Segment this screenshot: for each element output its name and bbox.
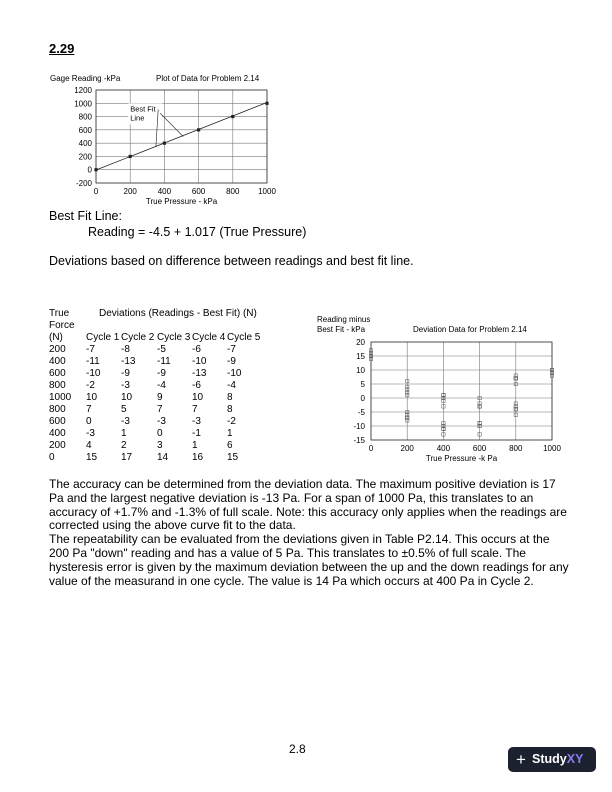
chart-title: Deviation Data for Problem 2.14 [413,325,527,334]
table-cell-deviation: 7 [86,404,92,415]
annotation-text: Best Fit [130,104,156,114]
x-tick-label: 400 [436,444,451,453]
y-tick-label: 800 [78,112,92,122]
data-point [231,115,234,118]
header-unit: (N) [49,332,63,343]
chart-title: Plot of Data for Problem 2.14 [156,74,260,83]
table-cell-force: 600 [49,368,66,379]
conclusion-text [49,478,569,588]
y-tick-label: 200 [78,152,92,162]
y-axis-label: Gage Reading -kPa [50,74,121,83]
table-cell-deviation: 1 [227,428,233,439]
table-cell-deviation: -3 [192,416,201,427]
table-cell-deviation: 15 [227,452,239,463]
table-cell-deviation: 5 [121,404,127,415]
y-tick-label: 20 [356,338,365,347]
x-tick-label: 800 [509,444,523,453]
brand-name-part2: XY [566,752,584,766]
table-cell-deviation: -6 [192,344,201,355]
table-cell-force: 400 [49,428,66,439]
y-tick-label: 0 [87,165,92,175]
x-axis-label: True Pressure -k Pa [425,454,498,463]
problem-number: 2.29 [49,41,75,56]
accuracy-paragraph: The accuracy can be determined from the deviation data. The maximum positive deviation is 17 Pa and the largest negative deviation is -13 Pa. For a span of 1000 Pa, this translates to an accuracy of +1.7% and -1.3% of full scale. Note: this accuracy only applies when the readings are corrected using the above curve fit to the data. [49,477,567,533]
y-tick-label: 0 [360,394,365,403]
table-cell-deviation: 16 [192,452,204,463]
table-cell-deviation: 1 [192,440,198,451]
data-point [163,142,166,145]
table-cell-deviation: 1 [121,428,127,439]
y-tick-label: -10 [353,422,365,431]
best-fit-chart [46,70,296,210]
table-cell-force: 200 [49,344,66,355]
header-true: True [49,308,70,319]
table-cell-deviation: -4 [157,380,166,391]
table-cell-deviation: -10 [86,368,101,379]
y-tick-label: 10 [356,366,365,375]
table-cell-deviation: 7 [192,404,198,415]
y-tick-label: 600 [78,125,92,135]
table-cell-deviation: 10 [192,392,204,403]
x-tick-label: 0 [93,187,99,196]
table-cell-deviation: 0 [157,428,163,439]
plus-icon: + [516,750,526,769]
table-cell-deviation: -9 [157,368,166,379]
y-tick-label: -15 [353,436,365,445]
table-cell-deviation: -1 [192,428,201,439]
table-cell-deviation: -10 [227,368,242,379]
table-cell-deviation: 2 [121,440,127,451]
table-cell-deviation: 6 [227,440,233,451]
plot-frame [371,342,552,440]
deviation-description: Deviations based on difference between readings and best fit line. [49,254,414,268]
header-deviations: Deviations (Readings - Best Fit) (N) [99,308,257,319]
header-cycle-2: Cycle 2 [121,332,155,343]
table-cell-force: 200 [49,440,66,451]
x-tick-label: 0 [368,444,374,453]
table-cell-deviation: -7 [227,344,236,355]
header-cycle-5: Cycle 5 [227,332,261,343]
brand-name-part1: Study [532,752,567,766]
table-cell-deviation: -8 [121,344,130,355]
table-cell-deviation: -10 [192,356,207,367]
data-point [197,128,200,131]
y-tick-label: -200 [75,179,92,188]
x-tick-label: 800 [226,187,240,196]
y-tick-label: -5 [357,408,365,417]
y-tick-label: 15 [356,352,365,361]
table-cell-deviation: 4 [86,440,92,451]
table-cell-deviation: -11 [86,356,100,367]
page-number: 2.8 [289,742,306,756]
table-cell-deviation: 3 [157,440,163,451]
x-tick-label: 200 [400,444,414,453]
table-cell-deviation: -5 [157,344,166,355]
table-cell-deviation: -3 [157,416,166,427]
table-cell-deviation: -7 [86,344,95,355]
table-cell-force: 400 [49,356,66,367]
y-tick-label: 1000 [74,99,92,109]
table-cell-deviation: 14 [157,452,169,463]
x-axis-label: True Pressure - kPa [145,197,218,206]
table-cell-deviation: -3 [121,416,130,427]
table-cell-deviation: -3 [121,380,130,391]
table-cell-deviation: 10 [86,392,98,403]
table-cell-deviation: 17 [121,452,133,463]
table-cell-deviation: -13 [192,368,207,379]
brand-logo[interactable] [508,747,596,772]
table-cell-deviation: -3 [86,428,95,439]
x-tick-label: 600 [191,187,206,196]
table-cell-force: 1000 [49,392,72,403]
header-cycle-1: Cycle 1 [86,332,120,343]
y-tick-label: 5 [360,380,365,389]
best-fit-equation: Reading = -4.5 + 1.017 (True Pressure) [88,225,307,239]
header-force: Force [49,320,75,331]
table-cell-deviation: 8 [227,404,233,415]
y-axis-label: Best Fit - kPa [317,325,366,334]
table-cell-force: 800 [49,380,66,391]
header-cycle-3: Cycle 3 [157,332,191,343]
table-cell-deviation: -2 [227,416,236,427]
y-axis-label: Reading minus [317,315,371,324]
y-tick-label: 400 [78,139,92,149]
x-tick-label: 400 [157,187,172,196]
header-cycle-4: Cycle 4 [192,332,226,343]
table-cell-deviation: -4 [227,380,236,391]
table-cell-force: 600 [49,416,66,427]
deviation-chart [313,306,575,464]
best-fit-line [96,102,267,170]
brand-name [532,752,583,767]
table-cell-deviation: -13 [121,356,136,367]
table-cell-force: 800 [49,404,66,415]
repeatability-paragraph: The repeatability can be evaluated from the deviations given in Table P2.14. This occurs at the 200 Pa "down" reading and has a value of 5 Pa. This translates to ±0.5% of full scale. The hysteresis error is given by the maximum deviation between the up and the down readings for any value of the measurand in one cycle. The value is 14 Pa which occurs at 400 Pa in Cycle 2. [49,532,569,588]
table-cell-deviation: -11 [157,356,171,367]
table-cell-deviation: 9 [157,392,163,403]
x-tick-label: 1000 [258,187,276,196]
table-cell-deviation: 10 [121,392,133,403]
data-point [129,155,132,158]
x-tick-label: 1000 [543,444,561,453]
table-cell-force: 0 [49,452,55,463]
table-cell-deviation: 8 [227,392,233,403]
table-cell-deviation: -9 [227,356,236,367]
table-cell-deviation: 15 [86,452,98,463]
best-fit-heading: Best Fit Line: [49,209,122,223]
data-point [94,168,97,171]
data-point [265,102,268,105]
y-tick-label: 1200 [74,86,92,95]
table-cell-deviation: 7 [157,404,163,415]
table-cell-deviation: -6 [192,380,201,391]
annotation-text: Line [130,113,145,123]
table-cell-deviation: -2 [86,380,95,391]
table-cell-deviation: 0 [86,416,92,427]
table-cell-deviation: -9 [121,368,130,379]
x-tick-label: 600 [472,444,487,453]
x-tick-label: 200 [123,187,137,196]
